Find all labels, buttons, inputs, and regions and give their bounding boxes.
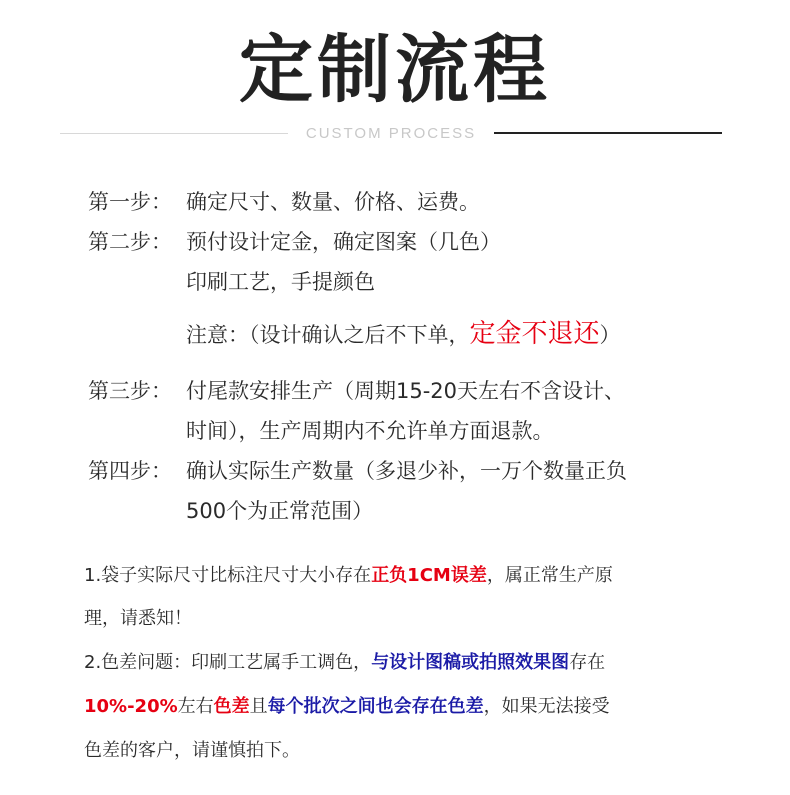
step-4-text-cont: 500个为正常范围）	[186, 499, 374, 523]
step-1-text: 确定尺寸、数量、价格、运费。	[186, 190, 480, 214]
fn2-text-d: 且	[249, 696, 268, 717]
page-title: 定制流程	[239, 27, 551, 113]
page-subtitle: CUSTOM PROCESS	[305, 125, 477, 142]
footnote-2	[84, 648, 605, 678]
divider-left	[60, 133, 288, 134]
footnote-2-line-2	[84, 692, 610, 722]
note-suffix: ）	[599, 323, 621, 347]
fn2-red-1: 10%-20%	[84, 696, 178, 717]
step-2-text: 预付设计定金，确定图案（几色）	[186, 230, 501, 254]
footnote-1-cont: 理，请悉知！	[84, 608, 192, 629]
step-1-label: 第一步：	[88, 190, 172, 214]
footnote-2-cont: 色差的客户，请谨慎拍下。	[84, 740, 300, 761]
fn2-blue-1: 与设计图稿或拍照效果图	[371, 652, 570, 673]
fn2-text-e: ，如果无法接受	[483, 696, 610, 717]
step-4-label: 第四步：	[88, 459, 172, 483]
footnote-1	[84, 561, 613, 591]
fn2-blue-2: 每个批次之间也会存在色差	[267, 696, 484, 717]
fn1-text-a: 1.袋子实际尺寸比标注尺寸大小存在	[84, 565, 372, 586]
step-2-text-cont: 印刷工艺，手提颜色	[186, 270, 375, 294]
fn2-text-a: 2.色差问题：印刷工艺属手工调色，	[84, 652, 372, 673]
step-3-text-cont: 时间），生产周期内不允许单方面退款。	[186, 419, 554, 443]
step-2	[88, 222, 501, 262]
step-2-label: 第二步：	[88, 230, 172, 254]
fn2-text-c: 左右	[177, 696, 214, 717]
step-1	[88, 182, 480, 222]
step-4-text: 确认实际生产数量（多退少补，一万个数量正负	[186, 459, 627, 483]
divider-right	[494, 132, 722, 134]
subtitle-divider	[60, 122, 722, 146]
fn1-text-b: ，属正常生产原	[486, 565, 613, 586]
deposit-note	[186, 312, 621, 357]
step-3	[88, 371, 625, 411]
note-prefix: 注意：（设计确认之后不下单，	[186, 323, 470, 347]
step-4	[88, 451, 627, 491]
fn2-text-b: 存在	[569, 652, 606, 673]
step-3-label: 第三步：	[88, 379, 172, 403]
note-highlight: 定金不退还	[469, 319, 600, 349]
fn1-red: 正负1CM误差	[371, 565, 487, 586]
fn2-red-2: 色差	[213, 696, 250, 717]
step-3-text: 付尾款安排生产（周期15-20天左右不含设计、	[186, 379, 626, 403]
